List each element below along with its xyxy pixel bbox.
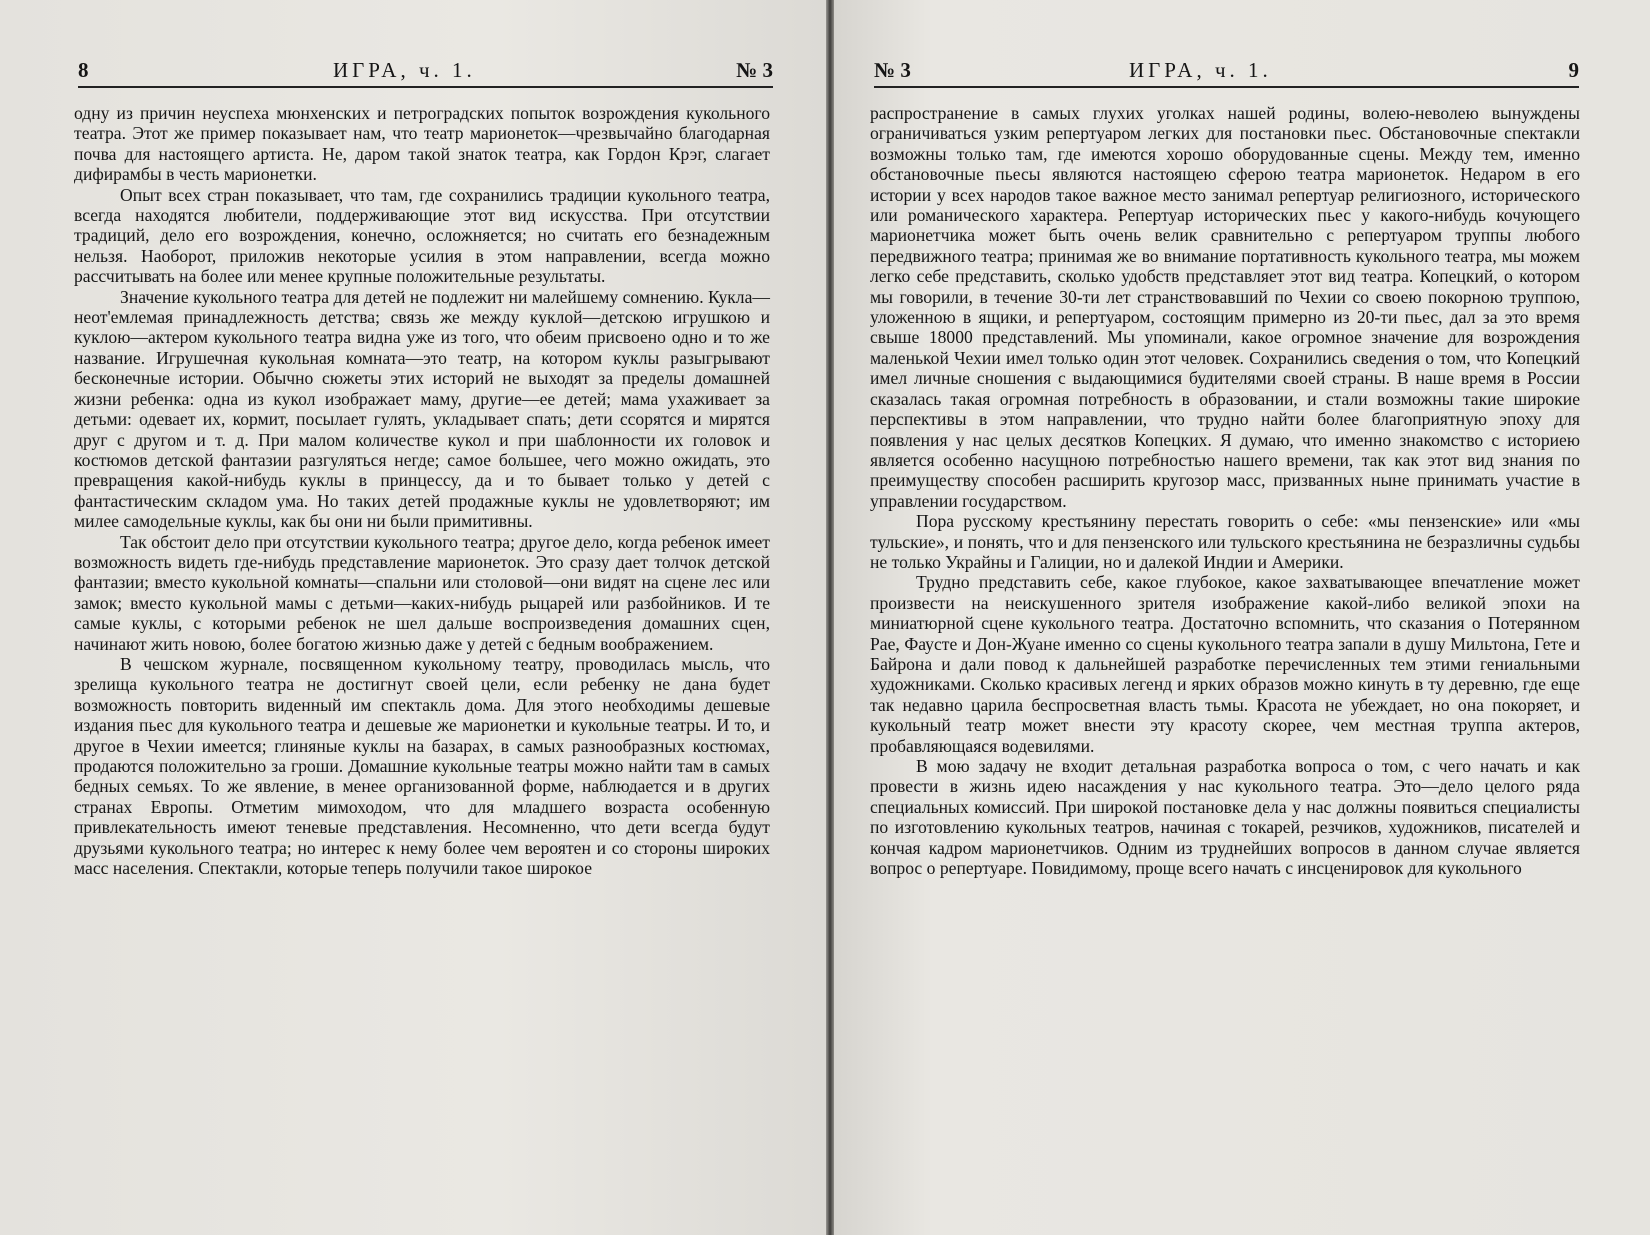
journal-title: ИГРА, ч. 1.	[1129, 58, 1272, 82]
book-gutter	[826, 0, 834, 1235]
left-page-text	[74, 103, 770, 878]
paragraph: В чешском журнале, посвященном кукольному театру, проводилась мысль, что зрелища кукольного театра не достигнут своей цели, если ребенку не дана будет возможность повторить виденный им спектакль дома. Для этого необходимы дешевые издания пьес для кукольного театра и дешевые же марионетки и кукольные театры. И то, и другое в Чехии имеется; глиняные куклы на базарах, в самых разнообразных костюмах, продаются положительно за гроши. Домашние кукольные театры можно найти там в самых бедных семьях. То же явление, в менее организованной форме, наблюдается и в других странах Европы. Отметим мимоходом, что для младшего возраста особенную привлекательность имеют теневые представления. Несомненно, что дети всегда будут друзьями кукольного театра; но интерес к нему более чем вероятен и со стороны широких масс населения. Спектакли, которые теперь получили такое широкое	[74, 653, 770, 879]
right-page-text	[870, 103, 1580, 878]
paragraph: Трудно представить себе, какое глубокое, какое захватывающее впечатление может произвести на неискушенного зрителя изображение какой-либо великой эпохи на миниатюрной сцене кукольного театра. Достаточно вспомнить, что сказания о Потерянном Рае, Фаусте и Дон-Жуане именно со сцены кукольного театра запали в душу Мильтона, Гете и Байрона и дали повод к дальнейшей разработке перечисленных тем этими гениальными художниками. Сколько красивых легенд и ярких образов можно кинуть в ту деревню, где еще так недавно царила беспросветная власть тьмы. Красота не убеждает, но она покоряет, и кукольный театр может внести эту красоту скорее, чем местная труппа актеров, пробавляющаяся водевилями.	[870, 572, 1580, 756]
page-number: 8	[78, 58, 89, 82]
page-number: 9	[1568, 58, 1579, 82]
paragraph: распространение в самых глухих уголках нашей родины, волею-неволею вынуждены ограничиваться узким репертуаром легких для постановки пьес. Обстановочные спектакли возможны только там, где имеются хорошо оборудованные сцены. Между тем, именно обстановочные пьесы являются настоящею сферою театра марионеток. Недаром в его истории у всех народов такое важное место занимал репертуар религиозного, исторического или романического характера. Репертуар исторических пьес у какого-нибудь кочующего марионетчика может быть очень велик сравнительно с репертуаром труппы любого передвижного театра; принимая же во внимание портативность кукольного театра, мы можем легко себе представить, сколько удобств представляет этот вид театра. Копецкий, о котором мы говорили, в течение 30-ти лет странствовавший по Чехии со своею покорною труппою, уложенною в ящики, и репертуаром, состоящим примерно из 20-ти пьес, дал за это время свыше 18000 представлений. Мы упоминали, какое огромное значение для возрождения маленькой Чехии имел только один этот человек. Сохранились сведения о том, что Копецкий имел личные сношения с выдающимися будителями своей страны. В наше время в России сказалась такая огромная потребность в образовании, и стали возможны такие широкие перспективы в этом направлении, что трудно найти более благоприятную эпоху для появления у нас целых десятков Копецких. Я думаю, что именно знакомство с историею является особенно насущною потребностью нашего времени, так как этот вид знания по преимуществу способен расширить кругозор масс, призванных ныне принимать участие в управлении государством.	[870, 103, 1580, 511]
issue-number: № 3	[874, 58, 911, 82]
left-page-header	[78, 56, 773, 88]
paragraph: Так обстоит дело при отсутствии кукольного театра; другое дело, когда ребенок имеет возможность видеть где-нибудь представление марионеток. Это сразу дает толчок детской фантазии; вместо кукольной комнаты—спальни или столовой—они видят на сцене лес или замок; вместо кукольной мамы с детьми—каких-нибудь рыцарей или разбойников. И те самые куклы, с которыми ребенок не шел дальше воспроизведения домашних сцен, начинают жить новою, более богатою жизнью даже у детей с бедным воображением.	[74, 531, 770, 654]
paragraph: одну из причин неуспеха мюнхенских и петроградских попыток возрождения кукольного театра. Этот же пример показывает нам, что театр марионеток—чрезвычайно благодарная почва для настоящего артиста. Не, даром такой знаток театра, как Гордон Крэг, слагает дифирамбы в честь марионетки.	[74, 103, 770, 185]
right-page	[834, 0, 1650, 1235]
paragraph: В мою задачу не входит детальная разработка вопроса о том, с чего начать и как провести в жизнь идею насаждения у нас кукольного театра. Это—дело целого ряда специальных комиссий. При широкой постановке дела у нас должны появиться специалисты по изготовлению кукольных театров, начиная с токарей, резчиков, художников, писателей и кончая кадром марионетчиков. Одним из труднейших вопросов в данном случае является вопрос о репертуаре. Повидимому, проще всего начать с инсценировок для кукольного	[870, 756, 1580, 879]
issue-number: № 3	[736, 58, 773, 82]
right-page-header	[874, 56, 1579, 88]
journal-title: ИГРА, ч. 1.	[333, 58, 476, 82]
paragraph: Опыт всех стран показывает, что там, где сохранились традиции кукольного театра, всегда находятся любители, поддерживающие этот вид искусства. При отсутствии традиций, дело его возрождения, конечно, осложняется; но считать его безнадежным нельзя. Наоборот, приложив некоторые усилия в этом направлении, всегда можно рассчитывать на более или менее крупные положительные результаты.	[74, 184, 770, 287]
paragraph: Значение кукольного театра для детей не подлежит ни малейшему сомнению. Кукла—неот'емлемая принадлежность детства; связь же между куклой—детскою игрушкою и куклою—актером кукольного театра видна уже из того, что обеим присвоено одно и то же название. Игрушечная кукольная комната—это театр, на котором куклы разыгрывают бесконечные истории. Обычно сюжеты этих историй не выходят за пределы домашней жизни ребенка: одна из кукол изображает маму, другие—ее детей; мама ухаживает за детьми: одевает их, кормит, посылает гулять, укладывает спать; дети ссорятся и мирятся друг с другом и т. д. При малом количестве кукол и при шаблонности их головок и костюмов детской фантазии разгуляться негде; самое большее, чего можно ожидать, это превращения какой-нибудь куклы в принцессу, да и то бывает только у детей с фантастическим складом ума. Но таких детей продажные куклы не удовлетворяют; им милее самодельные куклы, как бы они ни были примитивны.	[74, 286, 770, 532]
paragraph: Пора русскому крестьянину перестать говорить о себе: «мы пензенские» или «мы тульские», и понять, что и для пензенского или тульского крестьянина не безразличны судьбы не только Украйны и Галиции, но и далекой Индии и Америки.	[870, 511, 1580, 572]
